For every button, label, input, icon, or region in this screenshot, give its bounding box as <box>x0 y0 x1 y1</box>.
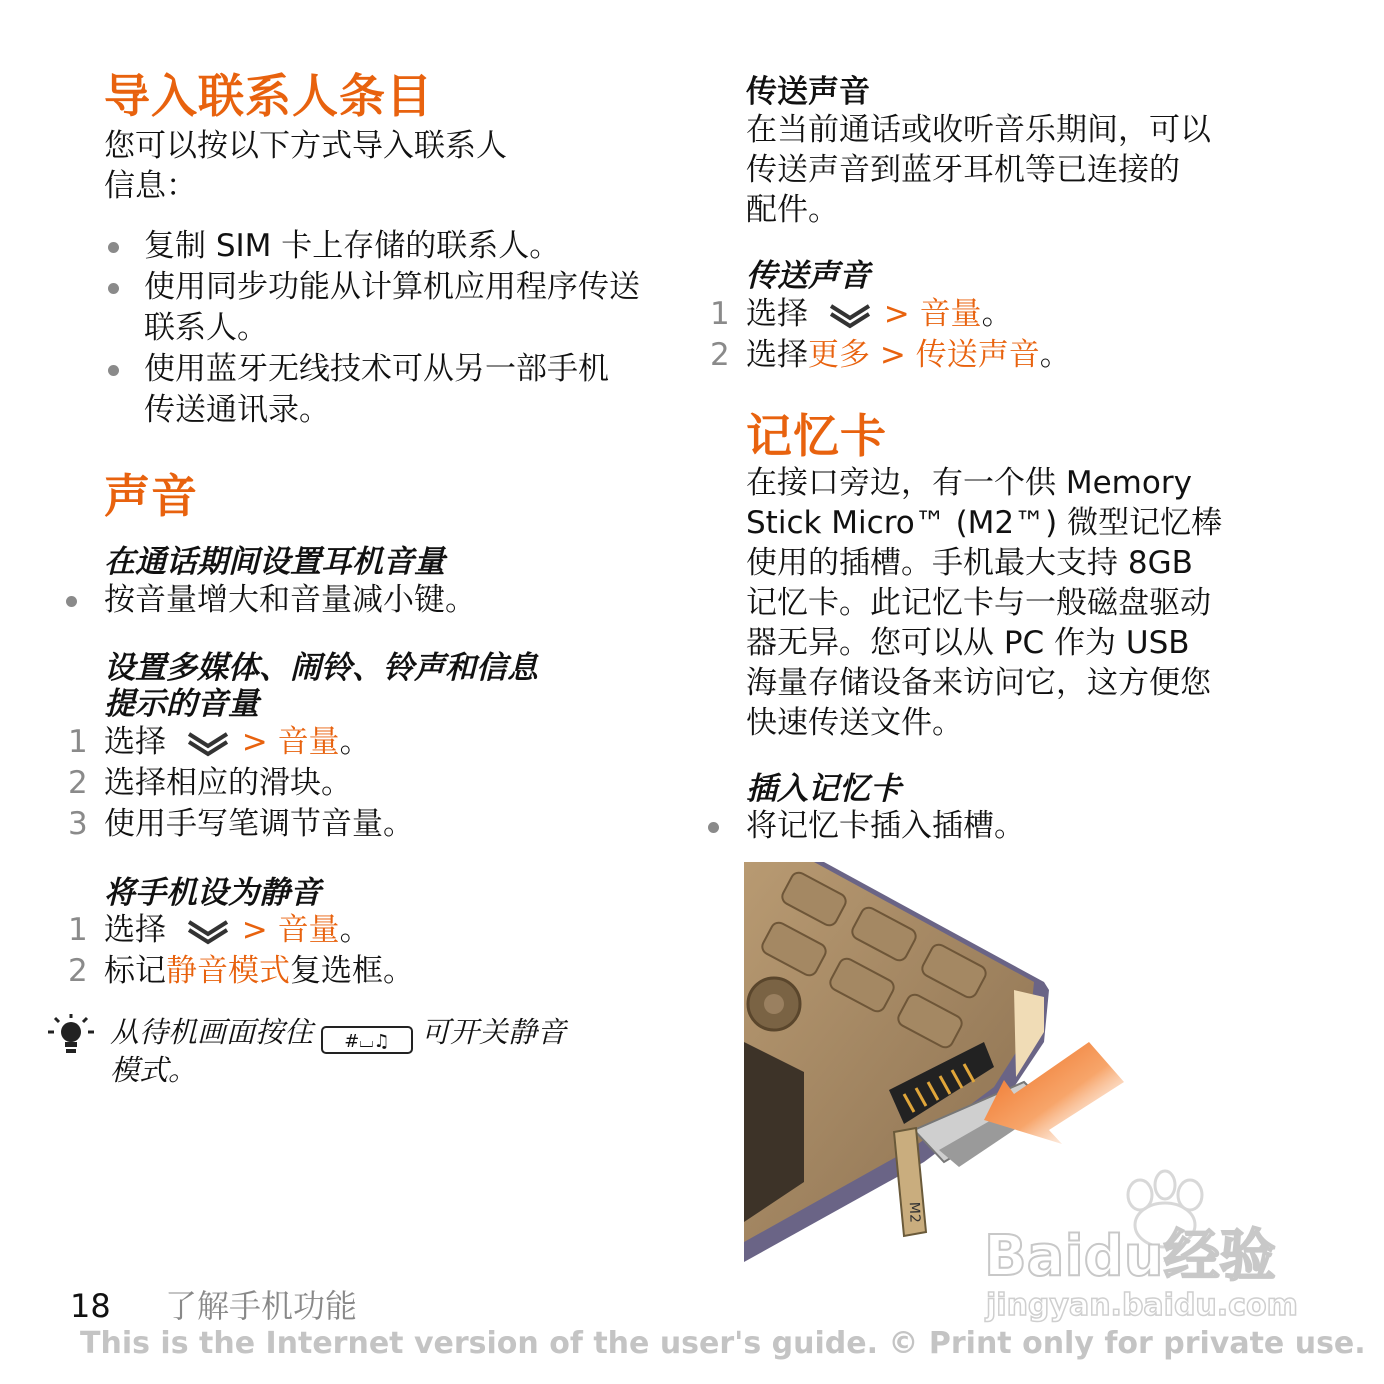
memory-line: 快速传送文件。 <box>746 705 963 741</box>
transfer-steps <box>704 294 1071 376</box>
sound-title: 声音 <box>104 469 198 523</box>
multimedia-step-1 <box>62 722 414 763</box>
transfer-step-2 <box>704 335 1071 376</box>
step-number: 2 <box>710 337 730 373</box>
tip-text-line2: 模式。 <box>110 1053 198 1087</box>
import-bullet-list <box>104 226 664 431</box>
multimedia-step-2 <box>62 763 414 804</box>
memory-line: 在接口旁边，有一个供 Memory <box>746 465 1192 501</box>
import-bullet-bluetooth: 使用蓝牙无线技术可从另一部手机传送通讯录。 <box>104 349 614 431</box>
import-intro-line2: 信息： <box>104 168 197 204</box>
menu-volume-link[interactable]: 音量 <box>277 724 340 760</box>
step-text: 选择 <box>746 296 808 332</box>
memory-card-paragraph <box>746 463 1222 743</box>
silent-steps <box>62 910 414 992</box>
transfer-para-line1: 在当前通话或收听音乐期间，可以 <box>746 112 1211 148</box>
step-end: 复选框。 <box>290 953 414 989</box>
step-end: 。 <box>981 296 1013 332</box>
step-number: 2 <box>68 953 88 989</box>
silent-mode-checkbox-label[interactable]: 静音模式 <box>166 953 290 989</box>
step-end: 。 <box>339 724 371 760</box>
step-text: 标记 <box>104 953 166 989</box>
step-number: 1 <box>68 912 88 948</box>
step-text: 选择 <box>746 337 808 373</box>
menu-more-link[interactable]: 更多 <box>808 337 870 373</box>
menu-separator: > <box>241 724 268 760</box>
menu-volume-link[interactable]: 音量 <box>277 912 340 948</box>
import-bullet-sim: 复制 SIM 卡上存储的联系人。 <box>104 226 664 267</box>
silent-step-2 <box>62 951 414 992</box>
transfer-procedure-heading: 传送声音 <box>746 258 870 294</box>
import-intro-line1: 您可以按以下方式导入联系人 <box>104 128 507 164</box>
silent-step-1 <box>62 910 414 951</box>
hash-key-icon: #⌴♫ <box>321 1026 413 1054</box>
memory-line: 记忆卡。此记忆卡与一般磁盘驱动 <box>746 585 1211 621</box>
transfer-para-line3: 配件。 <box>746 192 839 228</box>
transfer-para-line2: 传送声音到蓝牙耳机等已连接的 <box>746 152 1180 188</box>
multimedia-volume-heading-line1: 设置多媒体、闹铃、铃声和信息 <box>104 650 538 686</box>
watermark-brand: Baidu经验 <box>984 1224 1276 1289</box>
tip-suffix: 可开关静音 <box>421 1015 567 1049</box>
footer-section-title: 了解手机功能 <box>165 1287 358 1325</box>
menu-separator: > <box>241 912 268 948</box>
insert-bullet: 将记忆卡插入插槽。 <box>704 806 1025 847</box>
watermark-url: jingyan.baidu.com <box>986 1288 1298 1323</box>
memory-line: 器无异。您可以从 PC 作为 USB <box>746 625 1190 661</box>
step-end: 。 <box>339 912 371 948</box>
transfer-sound-heading: 传送声音 <box>746 74 870 110</box>
headset-bullet: 按音量增大和音量减小键。 <box>62 580 476 621</box>
memory-card-title: 记忆卡 <box>746 409 887 463</box>
card-label: M2 <box>905 1201 923 1224</box>
multimedia-volume-heading-line2: 提示的音量 <box>104 686 259 722</box>
chevron-down-double-icon <box>186 728 230 758</box>
step-text: 选择相应的滑块。 <box>104 765 352 801</box>
insert-bullet-list <box>704 806 1025 847</box>
step-text: 选择 <box>104 724 166 760</box>
import-bullet-sync: 使用同步功能从计算机应用程序传送联系人。 <box>104 267 644 349</box>
headset-volume-heading: 在通话期间设置耳机音量 <box>104 544 445 580</box>
step-text: 使用手写笔调节音量。 <box>104 806 414 842</box>
silent-mode-heading: 将手机设为静音 <box>104 875 321 911</box>
chevron-down-double-icon <box>186 916 230 946</box>
menu-volume-link[interactable]: 音量 <box>919 296 982 332</box>
lightbulb-icon <box>46 1012 96 1062</box>
memory-line: 海量存储设备来访问它，这方便您 <box>746 665 1211 701</box>
step-number: 1 <box>710 296 730 332</box>
menu-transfer-sound-link[interactable]: 传送声音 <box>915 337 1040 373</box>
insert-card-heading: 插入记忆卡 <box>746 771 901 807</box>
page-number: 18 <box>70 1287 111 1325</box>
step-end: 。 <box>1039 337 1071 373</box>
tip-text-line1 <box>110 1013 566 1054</box>
step-number: 2 <box>68 765 88 801</box>
memory-line: 使用的插槽。手机最大支持 8GB <box>746 545 1193 581</box>
transfer-step-1 <box>704 294 1071 335</box>
step-number: 1 <box>68 724 88 760</box>
footer-disclaimer: This is the Internet version of the user's guide. © Print only for private use. <box>80 1326 1366 1361</box>
memory-line: Stick Micro™ (M2™) 微型记忆棒 <box>746 505 1223 541</box>
headset-bullet-list <box>62 580 476 621</box>
menu-separator: > <box>879 337 906 373</box>
multimedia-step-3 <box>62 804 414 845</box>
step-text: 选择 <box>104 912 166 948</box>
menu-separator: > <box>883 296 910 332</box>
chevron-down-double-icon <box>828 300 872 330</box>
baidu-watermark <box>980 1165 1310 1325</box>
multimedia-steps <box>62 722 414 845</box>
tip-prefix: 从待机画面按住 <box>110 1015 314 1049</box>
import-contacts-title: 导入联系人条目 <box>104 69 433 123</box>
step-number: 3 <box>68 806 88 842</box>
